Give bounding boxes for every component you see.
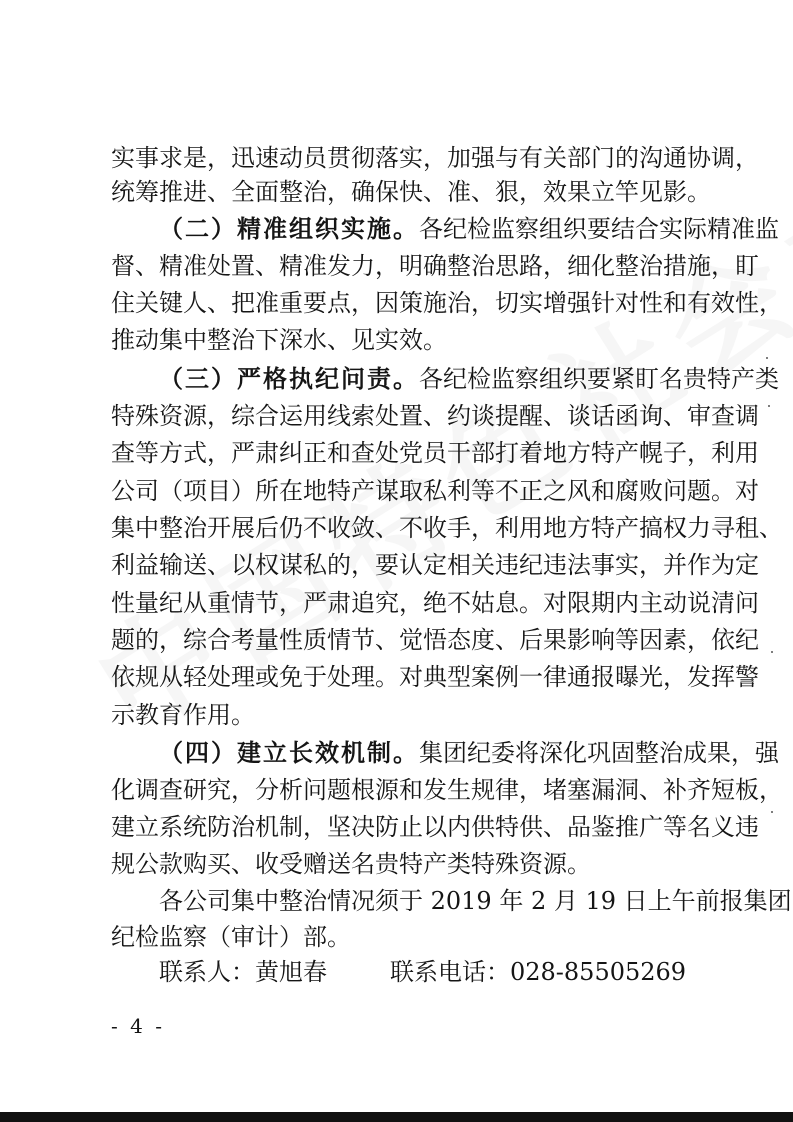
body-line: 规公款购买、收受赠送名贵特产类特殊资源。 bbox=[111, 850, 591, 878]
body-line: 公司（项目）所在地特产谋取私利等不正之风和腐败问题。对 bbox=[111, 477, 759, 505]
body-line: 特殊资源，综合运用线索处置、约谈提醒、谈话函询、审查调 bbox=[111, 402, 759, 430]
body-line: 示教育作用。 bbox=[111, 701, 255, 729]
body-line: 督、精准处置、精准发力，明确整治思路，细化整治措施，盯 bbox=[111, 252, 759, 280]
scan-speck bbox=[771, 811, 773, 813]
body-line: 依规从轻处理或免于处理。对典型案例一律通报曝光，发挥警 bbox=[111, 663, 759, 691]
body-line: 题的，综合考量性质情节、觉悟态度、后果影响等因素，依纪 bbox=[111, 626, 759, 654]
body-line: 住关键人、把准重要点，因策施治，切实增强针对性和有效性， bbox=[111, 289, 783, 317]
body-text: 各纪检监察组织要紧盯名贵特产类 bbox=[419, 365, 779, 393]
section-4-paragraph-first-line bbox=[159, 738, 779, 768]
section-3-heading: （三）严格执纪问责。 bbox=[159, 365, 419, 393]
scan-speck bbox=[766, 357, 768, 359]
contact-phone: 联系电话：028-85505269 bbox=[390, 958, 687, 986]
body-line: 性量纪从重情节，严肃追究，绝不姑息。对限期内主动说清问 bbox=[111, 589, 759, 617]
body-line: 利益输送、以权谋私的，要认定相关违纪违法事实，并作为定 bbox=[111, 551, 759, 579]
body-line: 实事求是，迅速动员贯彻落实，加强与有关部门的沟通协调， bbox=[111, 144, 759, 172]
body-text: 各纪检监察组织要结合实际精准监 bbox=[419, 215, 779, 243]
body-line: 推动集中整治下深水、见实效。 bbox=[111, 326, 447, 354]
page-number: - 4 - bbox=[111, 1014, 165, 1038]
scan-speck bbox=[771, 651, 773, 653]
reporting-line: 纪检监察（审计）部。 bbox=[111, 923, 351, 951]
scan-edge-bar bbox=[0, 1112, 793, 1122]
body-text: 集团纪委将深化巩固整治成果，强 bbox=[419, 739, 779, 767]
section-2-heading: （二）精准组织实施。 bbox=[159, 215, 419, 243]
section-3-paragraph-first-line bbox=[159, 364, 779, 394]
scan-speck bbox=[768, 405, 770, 407]
body-line: 查等方式，严肃纠正和查处党员干部打着地方特产幌子，利用 bbox=[111, 439, 759, 467]
section-2-paragraph-first-line bbox=[159, 214, 779, 244]
body-line: 建立系统防治机制，坚决防止以内供特供、品鉴推广等名义违 bbox=[111, 813, 759, 841]
section-4-heading: （四）建立长效机制。 bbox=[159, 739, 419, 767]
body-line: 统筹推进、全面整治，确保快、准、狠，效果立竿见影。 bbox=[111, 178, 711, 206]
body-line: 化调查研究，分析问题根源和发生规律，堵塞漏洞、补齐短板， bbox=[111, 776, 783, 804]
reporting-line: 各公司集中整治情况须于 2019 年 2 月 19 日上午前报集团 bbox=[159, 887, 792, 915]
contact-person: 联系人：黄旭春 bbox=[159, 958, 327, 986]
body-line: 集中整治开展后仍不收敛、不收手，利用地方特产搞权力寻租、 bbox=[111, 514, 783, 542]
